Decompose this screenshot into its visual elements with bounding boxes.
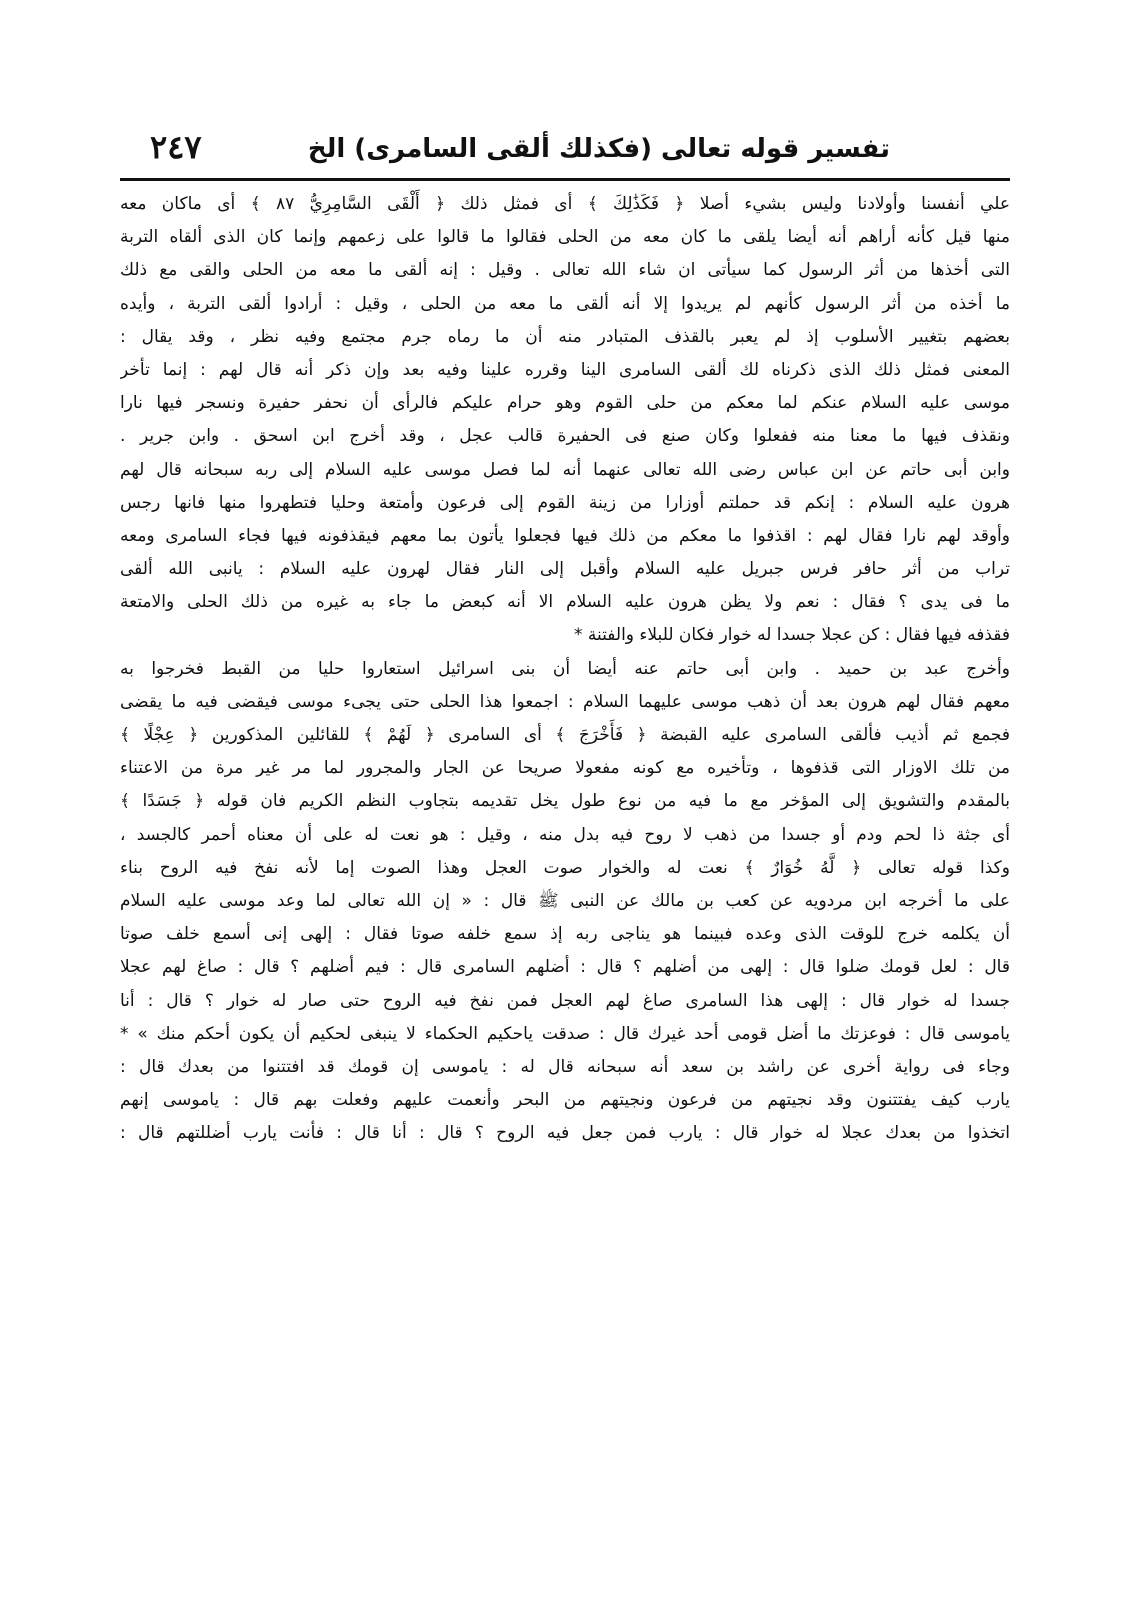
text-line: علي أنفسنا وأولادنا وليس بشيء أصلا ﴿ فَكَذَٰلِكَ ﴾ أى فمثل ذلك ﴿ أَلْقَى السَّامِرِيُّ ٨٧ ﴾ أى ماكان معه (120, 194, 1010, 214)
text-line: موسى عليه السلام عنكم لما معكم من حلى القوم وهو حرام عليكم فالرأى أن نحفر حفيرة ونسجر فيها نارا (120, 393, 1010, 414)
text-line: أن يكلمه خرج للوقت الذى وعده فبينما هو يناجى ربه إذ سمع خلفه صوتا فقال : إلهى إنى أسمع خلف صوتا (120, 924, 1010, 945)
text-line: فجمع ثم أذيب فألقى السامرى عليه القبضة ﴿ فَأَخْرَجَ ﴾ أى السامرى ﴿ لَهُمْ ﴾ للقائلين المذكورين ﴿ عِجْلًا ﴾ (120, 725, 1010, 745)
text-line: وأخرج عبد بن حميد . وابن أبى حاتم عنه أيضا أن بنى اسرائيل استعاروا حليا من القبط فخرجوا به (120, 658, 1010, 679)
text-line: من تلك الاوزار التى قذفوها ، وتأخيره مع كونه مفعولا صريحا عن الجار والمجرور لما مر غير مرة من الاعتناء (120, 758, 1010, 779)
text-line: التى أخذها من أثر الرسول كما سيأتى ان شاء الله تعالى . وقيل : إنه ألقى ما معه من الحلى والقى مع ذلك (120, 260, 1010, 281)
text-line: وكذا قوله تعالى ﴿ لَّهُ خُوَارٌ ﴾ نعت له والخوار صوت العجل وهذا الصوت إما لأنه نفخ فيه الروح بناء (120, 857, 1010, 878)
text-line: جسدا له خوار قال : إلهى هذا السامرى صاغ لهم العجل فمن نفخ فيه الروح حتى صار له خوار ؟ قال : أنا (120, 990, 1010, 1011)
text-line: منها قيل كأنه أراهم أنه أيضا يلقى ما كان معه من الحلى فقالوا ما قالوا على زعمهم وإنما كان الذى ألقاه التربة (120, 227, 1010, 248)
text-line: فقذفه فيها فقال : كن عجلا جسدا له خوار فكان للبلاء والفتنة * (574, 625, 1010, 646)
text-line: وجاء فى رواية أخرى عن راشد بن سعد أنه سبحانه قال له : ياموسى إن قومك قد افتتنوا من بعدك قال : (120, 1056, 1010, 1077)
text-line: وابن أبى حاتم عن ابن عباس رضى الله تعالى عنهما أنه لما فصل موسى عليه السلام إلى ربه سبحانه قال لهم (120, 459, 1010, 480)
text-line: قال : لعل قومك ضلوا قال : إلهى من أضلهم ؟ قال : أضلهم السامرى قال : فيم أضلهم ؟ قال : صاغ لهم عجلا (120, 957, 1010, 978)
text-line: يارب كيف يفتتنون وقد نجيتهم من فرعون ونجيتهم من البحر وأنعمت عليهم وفعلت بهم قال : ياموسى إنهم (120, 1090, 1010, 1111)
text-line: هرون عليه السلام : إنكم قد حملتم أوزارا من زينة القوم إلى فرعون وأمتعة وحليا فتطهروا منها فانها رجس (120, 492, 1010, 513)
text-line: على ما أخرجه ابن مردويه عن كعب بن مالك عن النبى ﷺ قال : « إن الله تعالى لما وعد موسى عليه السلام (120, 890, 1010, 911)
text-line: ونقذف فيها ما معنا منه ففعلوا وكان صنع فى الحفيرة قالب عجل ، وقد أخرج ابن اسحق . وابن جرير . (120, 426, 1010, 447)
text-line: بعضهم بتغيير الأسلوب إذ لم يعبر بالقذف المتبادر منه أن ما رماه جرم مجتمع وفيه نظر ، وقد يقال : (120, 326, 1010, 347)
page-header (120, 128, 1010, 176)
text-line: أى جثة ذا لحم ودم أو جسدا من ذهب لا روح فيه بدل منه ، وقيل : هو نعت له على أن معناه أحمر كالجسد ، (120, 824, 1010, 845)
header-rule (120, 178, 1010, 181)
text-line: ياموسى قال : فوعزتك ما أضل قومى أحد غيرك قال : صدقت ياحكيم الحكماء لا ينبغى لحكيم أن يكون أحكم منك » * (120, 1023, 1010, 1044)
text-line: المعنى فمثل ذلك الذى ذكرناه لك ألقى السامرى الينا وقرره علينا وفيه بعد وإن ذكر أنه قال لهم : إنما تأخر (120, 359, 1010, 380)
text-line: وأوقد لهم نارا فقال لهم : اقذفوا ما معكم من ذلك فيها فجعلوا يأتون بما معهم فيقذفونه فيها فجاء السامرى ومعه (120, 525, 1010, 546)
text-line: تراب من أثر حافر فرس جبريل عليه السلام وأقبل إلى النار فقال لهرون عليه السلام : يانبى الله ألقى (120, 559, 1010, 580)
text-line: ما أخذه من أثر الرسول كأنهم لم يريدوا إلا أنه ألقى ما معه من الحلى ، وقيل : أرادوا ألقى التربة ، وأيده (120, 293, 1010, 314)
text-line: ما فى يدى ؟ فقال : نعم ولا يظن هرون عليه السلام الا أنه كبعض ما جاء به غيره من ذلك الحلى والامتعة (120, 592, 1010, 613)
text-line: معهم فقال لهم هرون بعد أن ذهب موسى عليهما السلام : اجمعوا هذا الحلى حتى يجىء موسى فيقضى فيه ما يقضى (120, 691, 1010, 712)
body-text (120, 188, 1010, 1150)
text-line: اتخذوا من بعدك عجلا له خوار قال : يارب فمن جعل فيه الروح ؟ قال : أنا قال : فأنت يارب أضللتهم قال : (120, 1123, 1010, 1144)
page-number: ٢٤٧ (150, 128, 202, 166)
text-line: بالمقدم والتشويق إلى المؤخر مع ما فيه من نوع طول يخل تقديمه بتجاوب النظم الكريم فان قوله ﴿ جَسَدًا ﴾ (120, 791, 1010, 812)
running-title: تفسير قوله تعالى (فكذلك ألقى السامرى) الخ (307, 134, 890, 164)
